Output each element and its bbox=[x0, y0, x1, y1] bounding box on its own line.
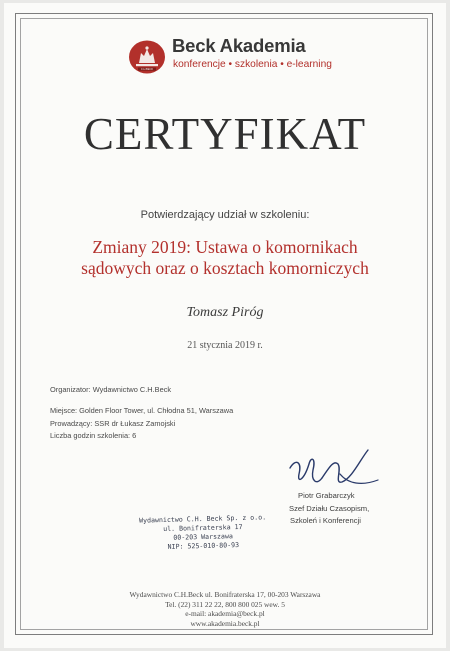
stamp-line2: ul. Bonifraterska 17 bbox=[163, 522, 243, 534]
footer-website: www.akademia.beck.pl bbox=[190, 619, 260, 629]
organizer-line: Organizator: Wydawnictwo C.H.Beck bbox=[50, 385, 172, 394]
hours-line: Liczba godzin szkolenia: 6 bbox=[50, 431, 137, 440]
signatory-name: Piotr Grabarczyk bbox=[298, 491, 355, 500]
logo-emblem-label: C.H.BECK bbox=[140, 68, 154, 72]
footer-address: Wydawnictwo C.H.Beck ul. Bonifraterska 17, 00-203 Warszawa bbox=[129, 590, 321, 599]
company-stamp bbox=[118, 513, 289, 553]
signatory-role-line2: Szkoleń i Konferencji bbox=[290, 516, 361, 525]
beck-logo-emblem-icon bbox=[127, 40, 167, 76]
footer-email: e-mail: akademia@beck.pl bbox=[185, 609, 265, 619]
instructor-line: Prowadzący: SSR dr Łukasz Zamojski bbox=[50, 419, 176, 428]
signatory-role-line1: Szef Działu Czasopism, bbox=[289, 504, 370, 513]
stamp-line1: Wydawnictwo C.H. Beck Sp. z o.o. bbox=[139, 513, 267, 525]
stamp-line4: NIP: 525-010-80-93 bbox=[167, 541, 240, 551]
stamp-line3: 00-203 Warszawa bbox=[173, 532, 233, 542]
course-title-line1: Zmiany 2019: Ustawa o komornikach bbox=[92, 237, 358, 257]
certificate-date: 21 stycznia 2019 r. bbox=[187, 340, 263, 351]
participant-name: Tomasz Piróg bbox=[186, 305, 264, 320]
course-title bbox=[0, 237, 450, 279]
course-title-line2: sądowych oraz o kosztach komorniczych bbox=[81, 258, 369, 278]
place-line: Miejsce: Golden Floor Tower, ul. Chłodna 51, Warszawa bbox=[50, 406, 234, 415]
footer-phone: Tel. (22) 311 22 22, 800 800 025 wew. 5 bbox=[165, 599, 285, 609]
brand-tagline: konferencje • szkolenia • e-learning bbox=[173, 59, 332, 70]
certificate-title: CERTYFIKAT bbox=[83, 109, 367, 159]
footer-contact bbox=[0, 590, 450, 629]
brand-name: Beck Akademia bbox=[172, 35, 306, 56]
confirmation-text: Potwierdzający udział w szkoleniu: bbox=[140, 209, 310, 221]
